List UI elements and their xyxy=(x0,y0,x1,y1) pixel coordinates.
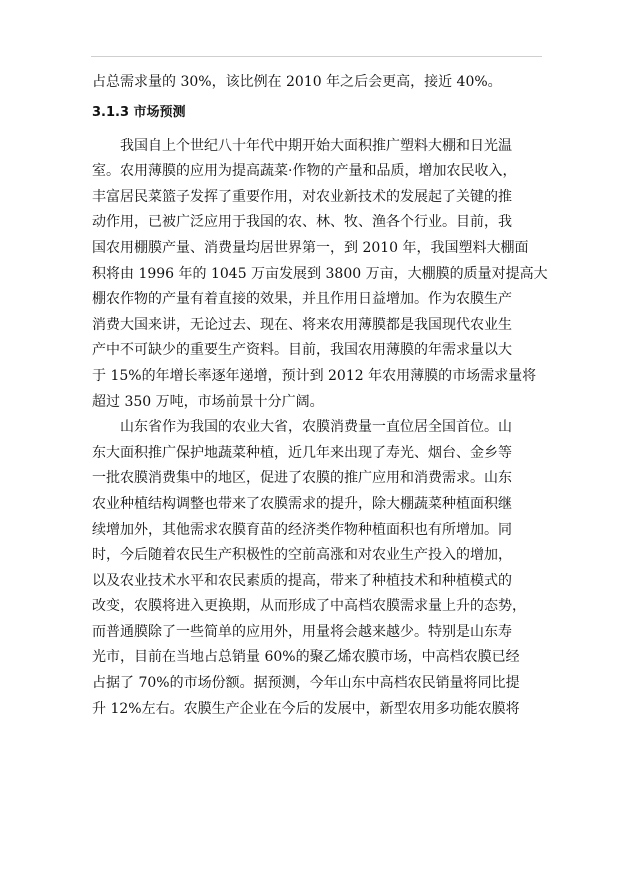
document-body xyxy=(92,70,548,722)
paragraph-line: 光市，目前在当地占总销量 60%的聚乙烯农膜市场，中高档农膜已经 xyxy=(92,649,520,666)
paragraph-line: 动作用，已被广泛应用于我国的农、林、牧、渔各个行业。目前，我 xyxy=(92,214,512,231)
paragraph-line: 以及农业技术水平和农民素质的提高，带来了种植技术和种植模式的 xyxy=(92,572,512,589)
paragraph-line: 室。农用薄膜的应用为提高蔬菜·作物的产量和品质，增加农民收入， xyxy=(92,163,517,180)
opening-line: 占总需求量的 30%，该比例在 2010 年之后会更高，接近 40%。 xyxy=(92,74,502,90)
paragraph-market-forecast-2 xyxy=(92,415,532,722)
paragraph-line: 占据了 70%的市场份额。据预测，今年山东中高档农民销量将同比提 xyxy=(92,675,520,692)
paragraph-line: 续增加外，其他需求农膜育苗的经济类作物种植面积也有所增加。同 xyxy=(92,521,512,538)
paragraph-line: 棚农作物的产量有着直接的效果，并且作用日益增加。作为农膜生产 xyxy=(92,291,512,308)
paragraph-line: 积将由 1996 年的 1045 万亩发展到 3800 万亩，大棚膜的质量对提高大 xyxy=(92,265,548,282)
paragraph-line: 丰富居民菜篮子发挥了重要作用，对农业新技术的发展起了关键的推 xyxy=(92,188,512,205)
paragraph-line: 于 15%的年增长率逐年递增，预计到 2012 年农用薄膜的市场需求量将 xyxy=(92,367,537,384)
paragraph-line: 国农用棚膜产量、消费量均居世界第一，到 2010 年，我国塑料大棚面 xyxy=(92,239,529,256)
paragraph-line: 而普通膜除了一些简单的应用外，用量将会越来越少。特别是山东寿 xyxy=(92,623,512,640)
paragraph-line: 时，今后随着农民生产积极性的空前高涨和对农业生产投入的增加， xyxy=(92,547,512,564)
section-heading: 3.1.3 市场预测 xyxy=(92,104,186,120)
paragraph-line: 山东省作为我国的农业大省，农膜消费量一直位居全国首位。山 xyxy=(120,419,512,436)
paragraph-line: 产中不可缺少的重要生产资料。目前，我国农用薄膜的年需求量以大 xyxy=(92,342,512,359)
paragraph-line: 超过 350 万吨，市场前景十分广阔。 xyxy=(92,393,324,410)
paragraph-line: 消费大国来讲，无论过去、现在、将来农用薄膜都是我国现代农业生 xyxy=(92,316,512,333)
header-rule xyxy=(91,56,542,57)
paragraph-line: 改变，农膜将进入更换期，从而形成了中高档农膜需求量上升的态势， xyxy=(92,598,526,615)
paragraph-line: 东大面积推广保护地蔬菜种植，近几年来出现了寿光、烟台、金乡等 xyxy=(92,444,512,461)
paragraph-market-forecast-1 xyxy=(92,134,548,416)
paragraph-line: 升 12%左右。农膜生产企业在今后的发展中，新型农用多功能农膜将 xyxy=(92,700,520,717)
paragraph-line: 农业种植结构调整也带来了农膜需求的提升，除大棚蔬菜种植面积继 xyxy=(92,495,512,512)
paragraph-line: 一批农膜消费集中的地区，促进了农膜的推广应用和消费需求。山东 xyxy=(92,470,512,487)
paragraph-line: 我国自上个世纪八十年代中期开始大面积推广塑料大棚和日光温 xyxy=(120,137,512,154)
